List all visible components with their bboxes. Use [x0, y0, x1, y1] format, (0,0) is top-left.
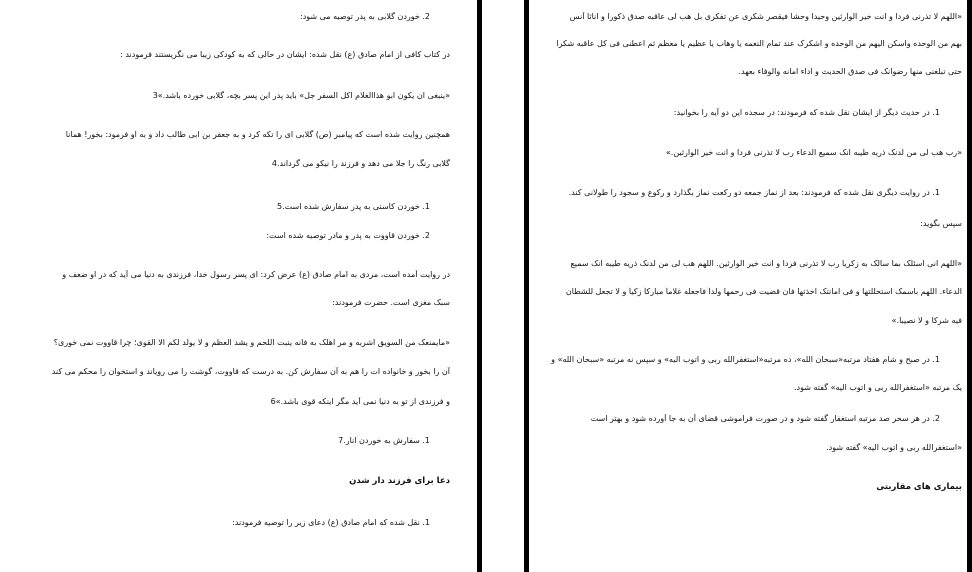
- list-item: 2. خوردن قاووت به پدر و مادر توصیه شده است:: [266, 231, 430, 240]
- page-border-left: [477, 0, 482, 572]
- text-line: در روایت آمده است، مردی به امام صادق (ع) عرض کرد: ای پسر رسول خدا، فرزندی به دنیا می آید که در او ضعف و: [62, 270, 450, 279]
- list-item: 1. سفارش به خوردن انار.7: [338, 436, 430, 445]
- text-line: و فرزندی از تو به دنیا نمی آید مگر اینکه قوی باشد.»6: [270, 397, 450, 406]
- list-item: 1. نقل شده که امام صادق (ع) دعای زیر را توصیه فرمودند:: [232, 518, 430, 527]
- text-line: فیه شرکا و لا نصیبا.»: [891, 316, 962, 325]
- page-border-middle: [524, 0, 529, 572]
- text-line: «رب هب لی من لدنک ذریه طیبه انک سمیع الدعاء رب لا تذرنی فردا و انت خیر الوارثین.»: [665, 148, 962, 157]
- list-item: 1. در حدیث دیگر از ایشان نقل شده که فرمودند: در سجده این دو آیه را بخوانید:: [673, 108, 940, 117]
- section-heading: بیماری های مقاربتی: [876, 482, 962, 492]
- text-line: یک مرتبه «استغفرالله ربی و اتوب الیه» گفته شود.: [793, 383, 962, 392]
- text-line: همچنین روایت شده است که پیامبر (ص) گلابی ای را تکه کرد و به جعفر بن ابی طالب داد و به او فرمود: بخور! همانا: [65, 130, 450, 139]
- text-line: 2. خوردن گلابی به پدر توصیه می شود:: [300, 12, 430, 21]
- list-item: 1. در روایت دیگری نقل شده که فرمودند: بعد از نماز جمعه دو رکعت نماز بگذارد و رکوع و سجود را طولانی کند.: [568, 188, 940, 197]
- list-item: 1. در صبح و شام هفتاد مرتبه«سبحان الله»، ده مرتبه«استغفرالله ربی و اتوب الیه» و سپس نه مرتبه «سبحان الله» و: [551, 355, 940, 364]
- text-line: در کتاب کافی از امام صادق (ع) نقل شده: ایشان در حالی که به کودکی زیبا می نگریستند فرمودند :: [120, 50, 450, 59]
- text-line: «مایمنعک من السویق اشربه و مر اهلک به فانه ینبت اللحم و یشد العظم و لا یولد لکم الا القوی؛ چرا قاووت نمی خوری؟: [53, 338, 450, 347]
- page-border-right-edge: [967, 0, 972, 572]
- list-item: 1. خوردن کاسنی به پدر سفارش شده است.5: [277, 202, 430, 211]
- text-line: بهم من الوحده واسکن الیهم من الوحده و اشکرک عند تمام النعمه یا وهاب یا عظیم یا معظم ثم اعطنی فی کل عاقبه شکرا: [556, 39, 962, 48]
- text-line: سپس بگوید:: [920, 219, 962, 228]
- text-line: «اللهم لا تذرنی فردا و انت خیر الوارثین وحیدا وحشا فیقصر شکری عن تفکری بل هب لی عاقبه صدق ذکورا و اناثا آنس: [569, 12, 962, 21]
- text-line: حتی تبلغنی منها رضوانک فی صدق الحدیث و اداء امانه والوفاء بعهد.: [738, 67, 962, 76]
- list-item: 2. در هر سحر صد مرتبه استغفار گفته شود و در صورت فراموشی قضای آن به جا آورده شود و بهتر است: [590, 414, 940, 423]
- text-line: «اللهم انی اسئلک بما سالک به زکریا رب لا تذرنی فردا و انت خیر الوارثین. اللهم هب لی من لدنک ذریه طیبه انک سمیع: [570, 259, 962, 268]
- text-line: «استغفرالله ربی و اتوب الیه» گفته شود.: [826, 443, 962, 452]
- document-page-right: [538, 0, 962, 572]
- text-line: آن را بخور و خانواده ات را هم به آن سفارش کن. به درست که قاووت، گوشت را می رویاند و استخوان را محکم می کند: [51, 367, 450, 376]
- text-line: «ینبغی ان یکون ابو هذاالغلام اکل السفر جل» باید پدر این پسر بچه، گلابی خورده باشد.»3: [152, 91, 450, 100]
- text-line: سبک مغزی است. حضرت فرمودند:: [332, 298, 450, 307]
- document-page-left: [10, 0, 450, 572]
- text-line: الدعاء. اللهم باسمک استحللتها و فی امانتک اخذتها فان قضیت فی رحمها ولداً فاجعله غلاماً مبارکاً زکیاً و لا تجعل للشطان: [565, 287, 962, 296]
- text-line: گلابی رنگ را جلا می دهد و فرزند را نیکو می گرداند.4: [271, 159, 450, 168]
- section-heading: دعا برای فرزند دار شدن: [349, 476, 450, 486]
